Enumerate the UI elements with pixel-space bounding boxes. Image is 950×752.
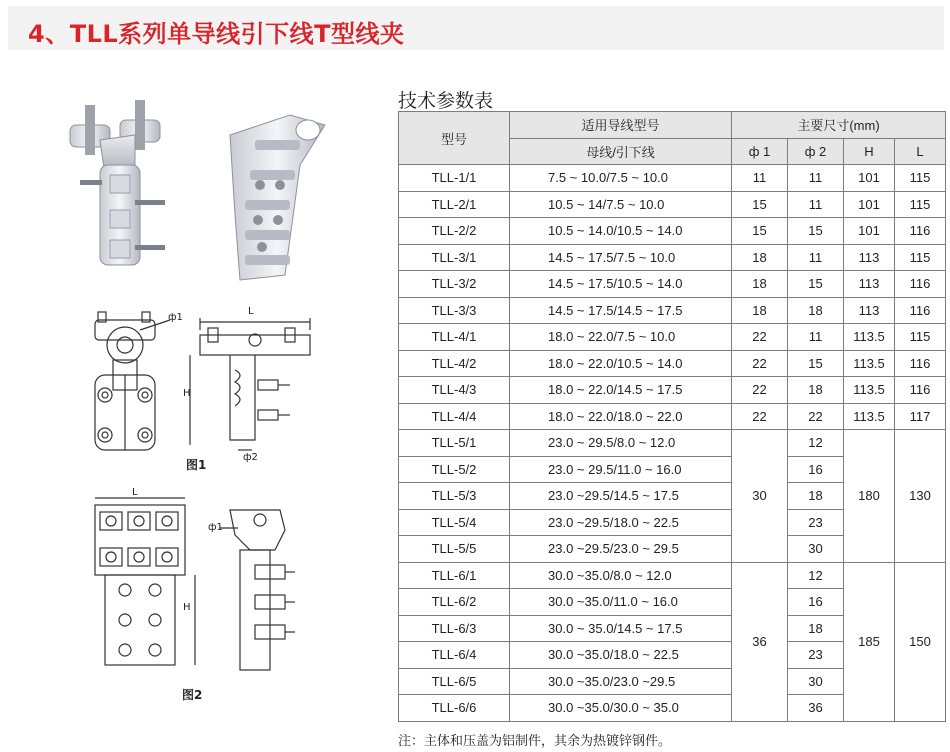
- table-row: [399, 350, 946, 377]
- cell-phi2: 11: [788, 191, 844, 218]
- cell-model: TLL-5/3: [399, 483, 510, 510]
- cell-model: TLL-3/2: [399, 271, 510, 298]
- cell-model: TLL-6/6: [399, 695, 510, 722]
- table-row: [399, 165, 946, 192]
- cell-range: 10.5 ~ 14.0/10.5 ~ 14.0: [510, 218, 732, 245]
- footnote: 注：主体和压盖为铝制件，其余为热镀锌钢件。: [398, 734, 672, 749]
- cell-model: TLL-4/1: [399, 324, 510, 351]
- cell-range: 18.0 ~ 22.0/14.5 ~ 17.5: [510, 377, 732, 404]
- cell-model: TLL-3/3: [399, 297, 510, 324]
- title-bar: [8, 6, 944, 50]
- table-row: [399, 377, 946, 404]
- cell-phi1: 22: [732, 350, 788, 377]
- cell-range: 7.5 ~ 10.0/7.5 ~ 10.0: [510, 165, 732, 192]
- cell-range: 23.0 ~ 29.5/8.0 ~ 12.0: [510, 430, 732, 457]
- header-conductor-sub: 母线/引下线: [510, 138, 732, 165]
- cell-phi2: 11: [788, 324, 844, 351]
- cell-model: TLL-4/4: [399, 403, 510, 430]
- cell-model: TLL-3/1: [399, 244, 510, 271]
- cell-range: 23.0 ~ 29.5/11.0 ~ 16.0: [510, 456, 732, 483]
- cell-phi2: 23: [788, 509, 844, 536]
- cell-phi2: 18: [788, 483, 844, 510]
- cell-H: 113: [844, 271, 895, 298]
- header-H: H: [844, 138, 895, 165]
- cell-H: 101: [844, 165, 895, 192]
- cell-range: 23.0 ~29.5/14.5 ~ 17.5: [510, 483, 732, 510]
- dim-label-L-fig2: L: [132, 487, 138, 498]
- cell-phi1: 15: [732, 218, 788, 245]
- table-row: [399, 244, 946, 271]
- cell-range: 18.0 ~ 22.0/18.0 ~ 22.0: [510, 403, 732, 430]
- table-row: [399, 218, 946, 245]
- cell-L: 116: [895, 350, 946, 377]
- cell-model: TLL-6/2: [399, 589, 510, 616]
- figure-1-label: 图1: [186, 458, 207, 472]
- header-phi1: ф 1: [732, 138, 788, 165]
- figure-2-drawing: [80, 490, 310, 690]
- cell-phi2: 12: [788, 430, 844, 457]
- cell-phi2: 18: [788, 297, 844, 324]
- table-row: [399, 562, 946, 589]
- cell-H: 113: [844, 244, 895, 271]
- cell-model: TLL-5/5: [399, 536, 510, 563]
- cell-range: 18.0 ~ 22.0/7.5 ~ 10.0: [510, 324, 732, 351]
- cell-model: TLL-5/4: [399, 509, 510, 536]
- cell-phi2: 22: [788, 403, 844, 430]
- cell-range: 23.0 ~29.5/23.0 ~ 29.5: [510, 536, 732, 563]
- figure-1-drawing: [80, 300, 370, 470]
- dim-label-phi1-fig2: ф1: [208, 522, 223, 533]
- cell-model: TLL-6/3: [399, 615, 510, 642]
- header-dims: 主要尺寸(mm): [732, 112, 946, 139]
- table-row: [399, 297, 946, 324]
- cell-range: 30.0 ~35.0/11.0 ~ 16.0: [510, 589, 732, 616]
- cell-model: TLL-2/2: [399, 218, 510, 245]
- table-row: [399, 191, 946, 218]
- figure-2-label: 图2: [182, 688, 203, 702]
- cell-phi1: 11: [732, 165, 788, 192]
- cell-phi1: 18: [732, 271, 788, 298]
- cell-range: 30.0 ~35.0/23.0 ~29.5: [510, 668, 732, 695]
- table-row: [399, 430, 946, 457]
- product-photo: [40, 95, 340, 295]
- cell-L-merged: 150: [895, 562, 946, 721]
- cell-range: 30.0 ~35.0/30.0 ~ 35.0: [510, 695, 732, 722]
- cell-phi1: 18: [732, 244, 788, 271]
- clamp-photo-2: [230, 115, 325, 280]
- dim-label-H-fig2: H: [183, 602, 191, 613]
- cell-model: TLL-6/1: [399, 562, 510, 589]
- cell-L-merged: 130: [895, 430, 946, 563]
- cell-phi2: 15: [788, 218, 844, 245]
- section-title: 技术参数表: [398, 90, 494, 112]
- cell-range: 23.0 ~29.5/18.0 ~ 22.5: [510, 509, 732, 536]
- dim-label-phi2-fig1: ф2: [243, 452, 258, 463]
- cell-range: 18.0 ~ 22.0/10.5 ~ 14.0: [510, 350, 732, 377]
- cell-H: 113.5: [844, 350, 895, 377]
- cell-L: 116: [895, 218, 946, 245]
- cell-phi2: 15: [788, 271, 844, 298]
- cell-range: 10.5 ~ 14/7.5 ~ 10.0: [510, 191, 732, 218]
- cell-H: 113.5: [844, 403, 895, 430]
- cell-L: 115: [895, 165, 946, 192]
- cell-model: TLL-2/1: [399, 191, 510, 218]
- dim-label-phi1-fig1: ф1: [168, 312, 183, 323]
- cell-range: 30.0 ~ 35.0/14.5 ~ 17.5: [510, 615, 732, 642]
- cell-range: 30.0 ~35.0/8.0 ~ 12.0: [510, 562, 732, 589]
- header-conductor: 适用导线型号: [510, 112, 732, 139]
- cell-model: TLL-5/1: [399, 430, 510, 457]
- cell-H-merged: 185: [844, 562, 895, 721]
- clamp-photo-1: [70, 100, 165, 265]
- cell-phi2: 12: [788, 562, 844, 589]
- dim-label-H-fig1: H: [183, 388, 191, 399]
- cell-L: 115: [895, 244, 946, 271]
- cell-phi1-merged: 36: [732, 562, 788, 721]
- cell-H: 113: [844, 297, 895, 324]
- cell-phi2: 30: [788, 668, 844, 695]
- cell-H: 101: [844, 218, 895, 245]
- cell-L: 116: [895, 297, 946, 324]
- cell-H: 113.5: [844, 377, 895, 404]
- cell-L: 117: [895, 403, 946, 430]
- cell-phi2: 11: [788, 165, 844, 192]
- cell-phi2: 36: [788, 695, 844, 722]
- dim-label-L-fig1: L: [248, 306, 254, 317]
- header-phi2: ф 2: [788, 138, 844, 165]
- cell-phi2: 16: [788, 589, 844, 616]
- cell-model: TLL-6/5: [399, 668, 510, 695]
- cell-phi1-merged: 30: [732, 430, 788, 563]
- cell-model: TLL-4/3: [399, 377, 510, 404]
- cell-range: 14.5 ~ 17.5/10.5 ~ 14.0: [510, 271, 732, 298]
- header-L: L: [895, 138, 946, 165]
- cell-H-merged: 180: [844, 430, 895, 563]
- cell-H: 101: [844, 191, 895, 218]
- cell-phi1: 15: [732, 191, 788, 218]
- cell-model: TLL-4/2: [399, 350, 510, 377]
- cell-phi1: 22: [732, 377, 788, 404]
- cell-phi2: 15: [788, 350, 844, 377]
- cell-phi2: 16: [788, 456, 844, 483]
- cell-range: 14.5 ~ 17.5/14.5 ~ 17.5: [510, 297, 732, 324]
- cell-phi2: 18: [788, 615, 844, 642]
- cell-H: 113.5: [844, 324, 895, 351]
- page-title: 4、TLL系列单导线引下线T型线夹: [28, 20, 405, 48]
- cell-phi2: 11: [788, 244, 844, 271]
- cell-L: 116: [895, 377, 946, 404]
- cell-L: 115: [895, 324, 946, 351]
- cell-range: 14.5 ~ 17.5/7.5 ~ 10.0: [510, 244, 732, 271]
- cell-phi1: 22: [732, 324, 788, 351]
- cell-phi1: 22: [732, 403, 788, 430]
- cell-range: 30.0 ~35.0/18.0 ~ 22.5: [510, 642, 732, 669]
- header-model: 型号: [399, 112, 510, 165]
- cell-phi2: 23: [788, 642, 844, 669]
- spec-table: [398, 111, 946, 722]
- table-row: [399, 271, 946, 298]
- cell-model: TLL-5/2: [399, 456, 510, 483]
- cell-model: TLL-6/4: [399, 642, 510, 669]
- cell-L: 115: [895, 191, 946, 218]
- table-row: [399, 324, 946, 351]
- cell-model: TLL-1/1: [399, 165, 510, 192]
- table-header-row-1: [399, 112, 946, 139]
- cell-phi1: 18: [732, 297, 788, 324]
- table-row: [399, 403, 946, 430]
- cell-L: 116: [895, 271, 946, 298]
- cell-phi2: 18: [788, 377, 844, 404]
- cell-phi2: 30: [788, 536, 844, 563]
